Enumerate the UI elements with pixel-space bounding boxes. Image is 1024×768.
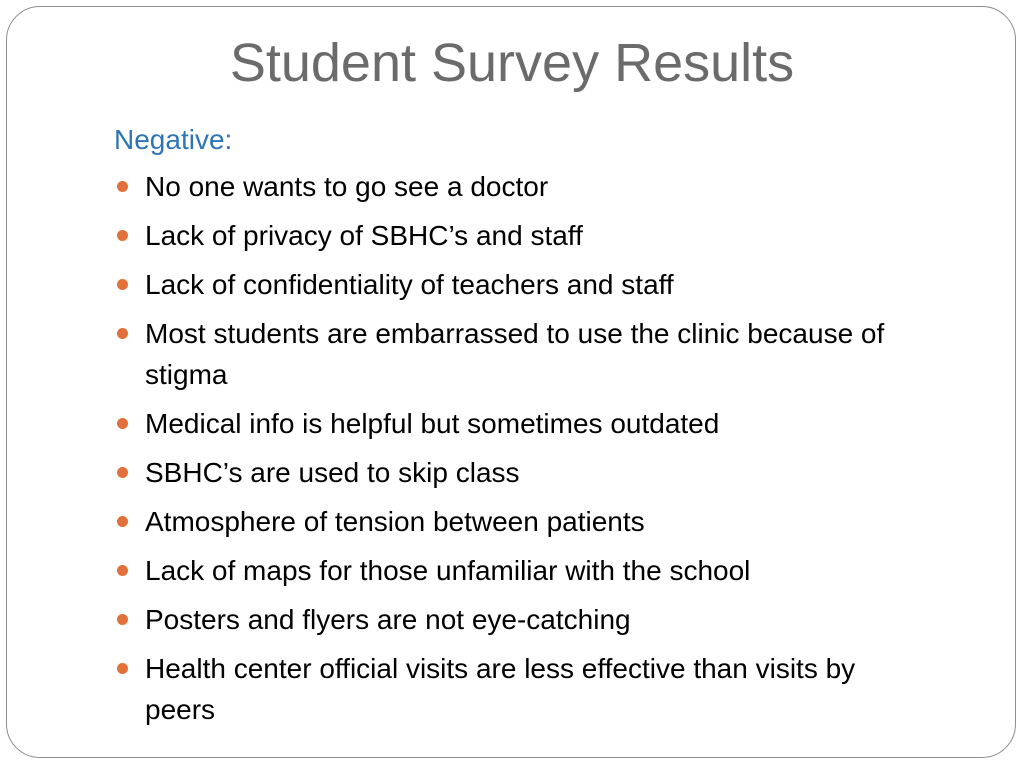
bullet-text: Atmosphere of tension between patients — [145, 506, 645, 537]
bullet-icon — [117, 328, 128, 339]
bullet-item — [114, 403, 904, 444]
bullet-item — [114, 264, 904, 305]
bullet-item — [114, 313, 904, 395]
bullet-icon — [117, 614, 128, 625]
bullet-list — [114, 166, 904, 738]
bullet-text: Lack of privacy of SBHC’s and staff — [145, 220, 583, 251]
bullet-text: Posters and flyers are not eye-catching — [145, 604, 631, 635]
bullet-text: SBHC’s are used to skip class — [145, 457, 520, 488]
bullet-icon — [117, 279, 128, 290]
bullet-item — [114, 501, 904, 542]
bullet-item — [114, 599, 904, 640]
bullet-text: Most students are embarrassed to use the clinic because of stigma — [145, 318, 885, 390]
slide-title: Student Survey Results — [229, 33, 795, 93]
bullet-text: Medical info is helpful but sometimes outdated — [145, 408, 720, 439]
bullet-icon — [117, 230, 128, 241]
bullet-item — [114, 215, 904, 256]
bullet-item — [114, 166, 904, 207]
bullet-text: No one wants to go see a doctor — [145, 171, 549, 202]
bullet-text: Health center official visits are less effective than visits by peers — [145, 653, 856, 725]
bullet-item — [114, 648, 904, 730]
bullet-icon — [117, 181, 128, 192]
bullet-icon — [117, 418, 128, 429]
bullet-icon — [117, 663, 128, 674]
bullet-text: Lack of confidentiality of teachers and staff — [145, 269, 674, 300]
bullet-icon — [117, 467, 128, 478]
bullet-icon — [117, 565, 128, 576]
bullet-icon — [117, 516, 128, 527]
bullet-item — [114, 550, 904, 591]
bullet-text: Lack of maps for those unfamiliar with the school — [145, 555, 751, 586]
bullet-item — [114, 452, 904, 493]
section-heading-negative: Negative: — [114, 124, 233, 155]
